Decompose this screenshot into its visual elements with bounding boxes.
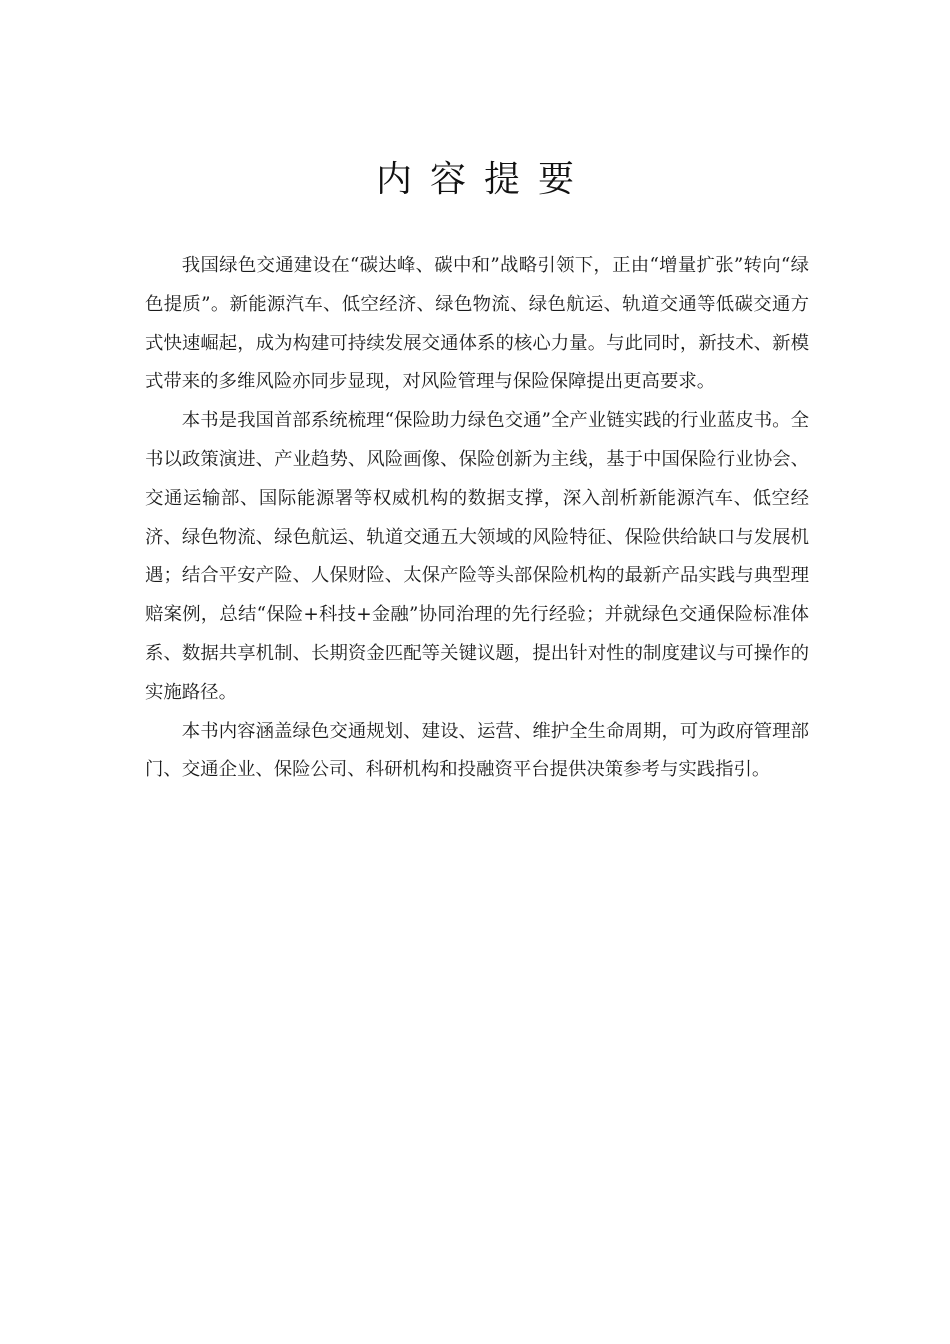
paragraph-3: 本书内容涵盖绿色交通规划、建设、运营、维护全生命周期，可为政府管理部门、交通企业、保险公司、科研机构和投融资平台提供决策参考与实践指引。 [145,720,809,781]
paragraph-2: 本书是我国首部系统梳理“保险助力绿色交通”全产业链实践的行业蓝皮书。全书以政策演进、产业趋势、风险画像、保险创新为主线，基于中国保险行业协会、交通运输部、国际能源署等权威机构的数据支撑，深入剖析新能源汽车、低空经济、绿色物流、绿色航运、轨道交通五大领域的风险特征、保险供给缺口与发展机遇；结合平安产险、人保财险、太保产险等头部保险机构的最新产品实践与典型理赔案例，总结“保险+科技+金融”协同治理的先行经验；并就绿色交通保险标准体系、数据共享机制、长期资金匹配等关键议题，提出针对性的制度建议与可操作的实施路径。 [145,410,809,703]
page-title: 内容提要 [375,159,592,200]
paragraph-1: 我国绿色交通建设在“碳达峰、碳中和”战略引领下，正由“增量扩张”转向“绿色提质”。新能源汽车、低空经济、绿色物流、绿色航运、轨道交通等低碳交通方式快速崛起，成为构建可持续发展交通体系的核心力量。与此同时，新技术、新模式带来的多维风险亦同步显现，对风险管理与保险保障提出更高要求。 [145,255,809,393]
summary-body [145,247,809,790]
